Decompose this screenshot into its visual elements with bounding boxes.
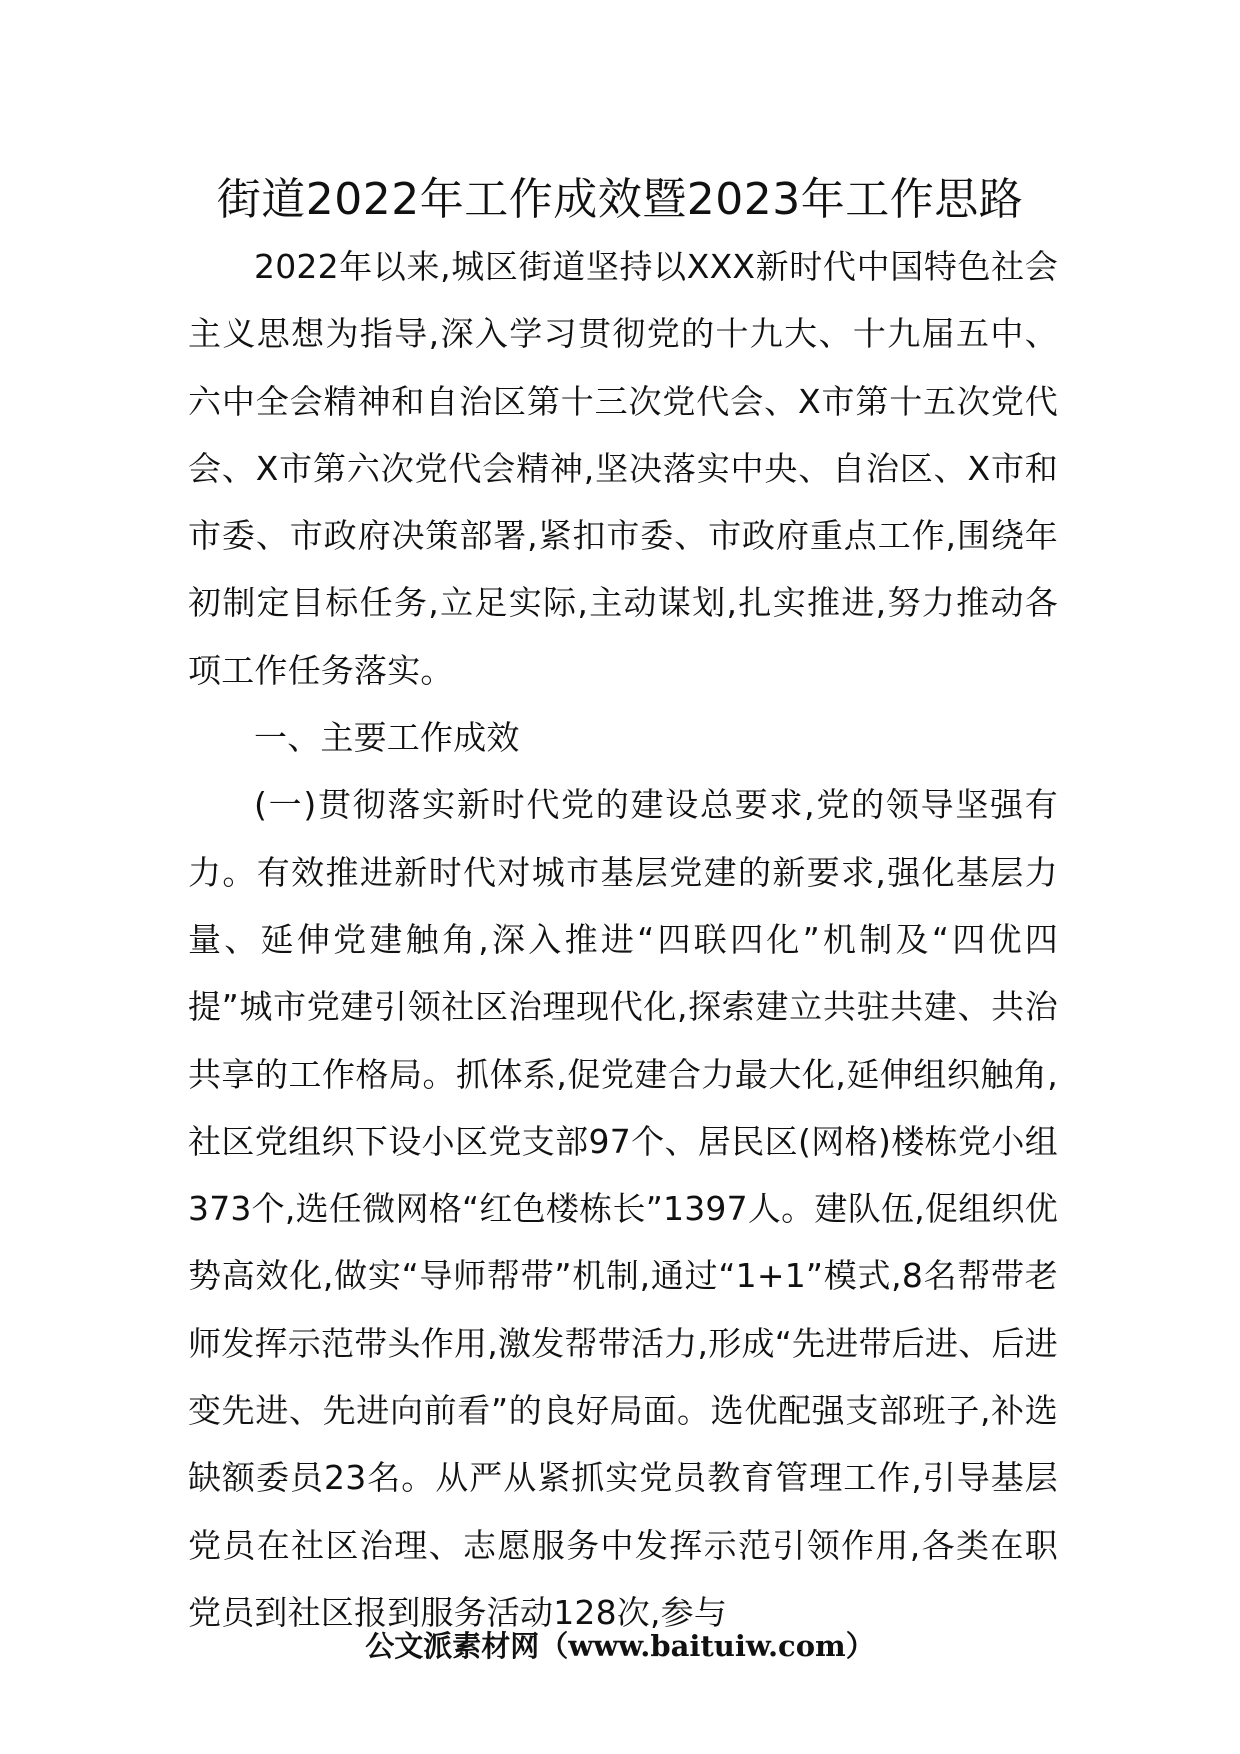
document-title: 街道2022年工作成效暨2023年工作思路 xyxy=(216,174,1024,225)
document-body xyxy=(188,233,1058,1646)
party-building-paragraph: (一)贯彻落实新时代党的建设总要求,党的领导坚强有力。有效推进新时代对城市基层党建的新要求,强化基层力量、延伸党建触角,深入推进“四联四化”机制及“四优四提”城市党建引领社区治理现代化,探索建立共驻共建、共治共享的工作格局。抓体系,促党建合力最大化,延伸组织触角,社区党组织下设小区党支部97个、居民区(网格)楼栋党小组373个,选任微网格“红色楼栋长”1397人。建队伍,促组织优势高效化,做实“导师帮带”机制,通过“1+1”模式,8名帮带老师发挥示范带头作用,激发帮带活力,形成“先进带后进、后进变先进、先进向前看”的良好局面。选优配强支部班子,补选缺额委员23名。从严从紧抓实党员教育管理工作,引导基层党员在社区治理、志愿服务中发挥示范引领作用,各类在职党员到社区报到服务活动128次,参与 xyxy=(188,785,1058,1632)
watermark-footer: 公文派素材网（www.baituiw.com） xyxy=(365,1629,875,1663)
intro-paragraph: 2022年以来,城区街道坚持以XXX新时代中国特色社会主义思想为指导,深入学习贯彻党的十九大、十九届五中、六中全会精神和自治区第十三次党代会、X市第十五次党代会、X市第六次党代会精神,坚决落实中央、自治区、X市和市委、市政府决策部署,紧扣市委、市政府重点工作,围绕年初制定目标任务,立足实际,主动谋划,扎实推进,努力推动各项工作任务落实。 xyxy=(188,247,1058,690)
section-heading: 一、主要工作成效 xyxy=(254,718,520,758)
